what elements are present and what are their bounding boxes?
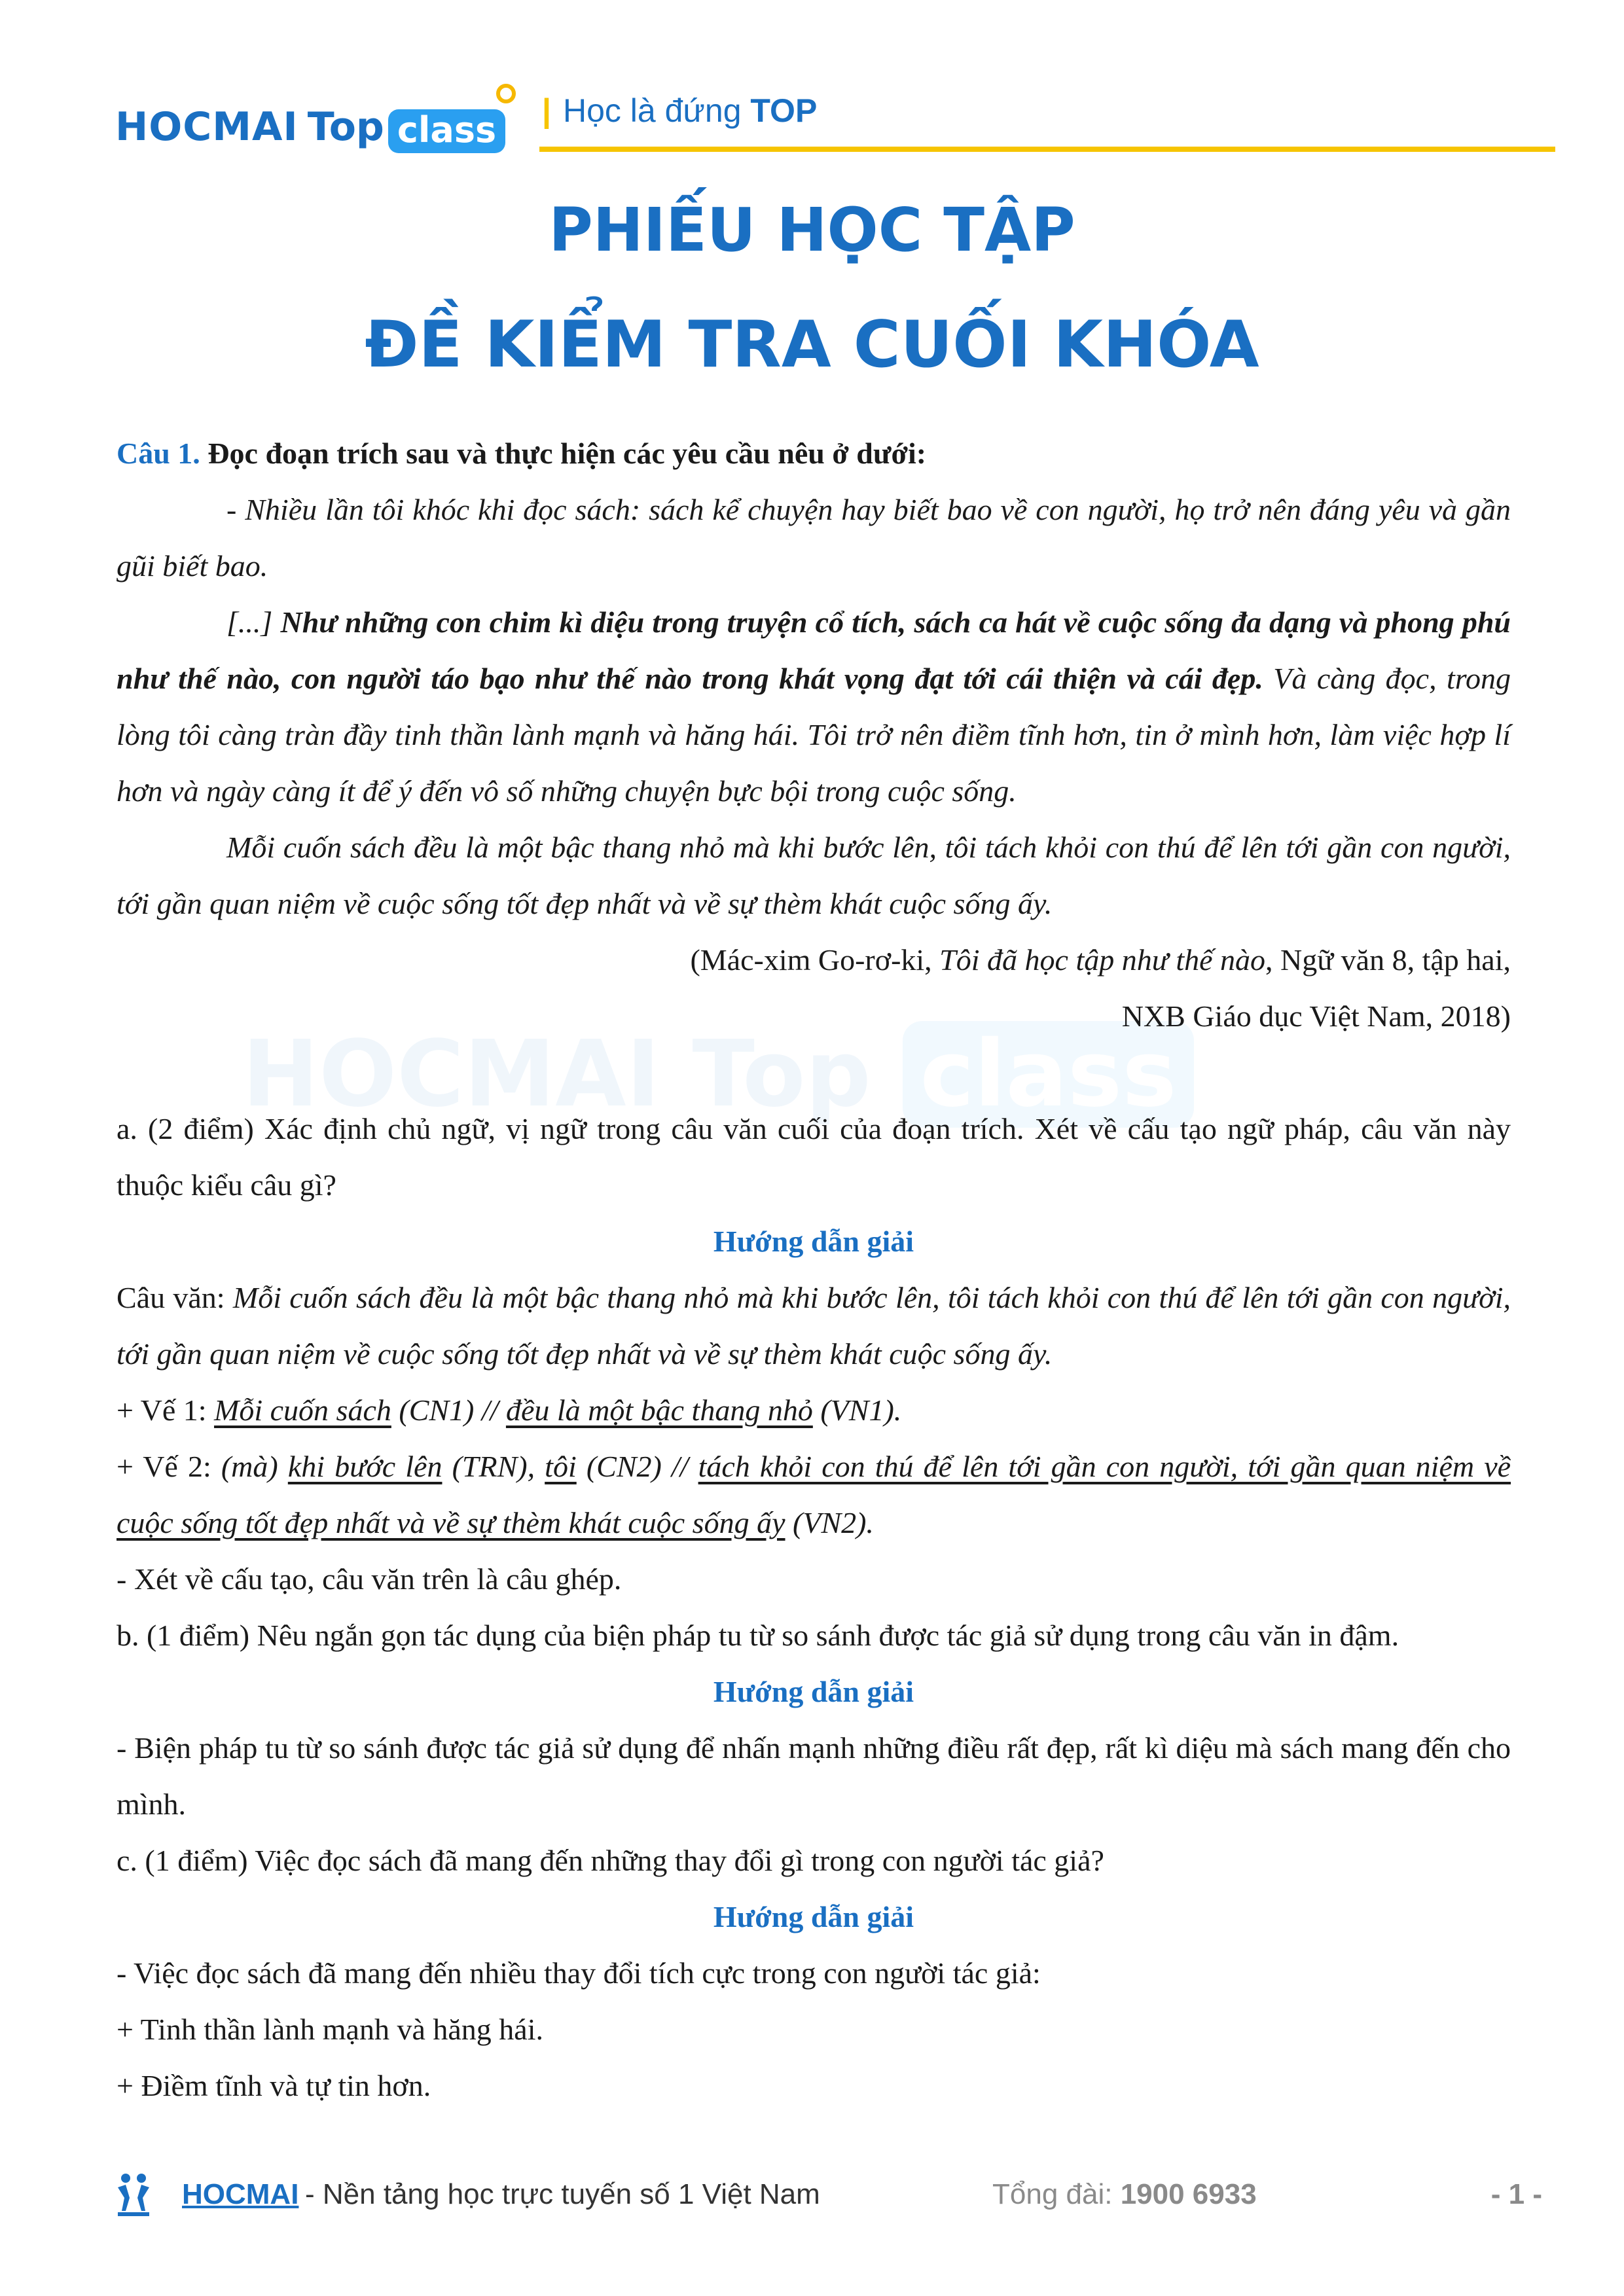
passage-source-line-2: NXB Giáo dục Việt Nam, 2018) (1121, 999, 1511, 1033)
clause-2-predicate: tách khỏi con thú để lên tới gần con người, tới gần quan niệm về cuộc sống tốt đẹp nhất và về sự thèm khát cuộc sống ấy (117, 1450, 1511, 1539)
part-c-guide-heading: Hướng dẫn giải (713, 1900, 914, 1933)
footer-description: - Nền tảng học trực tuyến số 1 Việt Nam (305, 2178, 820, 2210)
source-author: (Mác-xim Go-rơ-ki, (690, 943, 940, 977)
part-a-clause-1 (117, 1382, 1511, 1439)
footer-hotline (992, 2178, 1257, 2211)
clause-2-trn: (TRN), (442, 1450, 545, 1483)
clause-2-adverbial: khi bước lên (287, 1450, 442, 1483)
part-c-question: c. (1 điểm) Việc đọc sách đã mang đến những thay đổi gì trong con người tác giả? (117, 1844, 1104, 1877)
question-1-heading (117, 425, 1511, 482)
clause-2-cn: (CN2) // (576, 1450, 698, 1483)
watermark-class-text: class (903, 1021, 1193, 1128)
logo-top-text: Top (307, 104, 384, 150)
part-b-question: b. (1 điểm) Nêu ngắn gọn tác dụng của biện pháp tu từ so sánh được tác giả sử dụng trong câu văn in đậm. (117, 1619, 1399, 1652)
part-c-answer-2: + Điềm tĩnh và tự tin hơn. (117, 2069, 431, 2102)
passage-continuation: Và càng đọc, trong lòng tôi càng tràn đầy tinh thần lành mạnh và hăng hái. Tôi trở nên điềm tĩnh hơn, tin ở mình hơn, làm việc hợp lí hơn và ngày càng ít để ý đến vô số những chuyện bực bội trong cuộc sống. (117, 662, 1511, 808)
worksheet-title: PHIẾU HỌC TẬP (549, 195, 1075, 265)
hotline-label: Tổng đài: (992, 2178, 1121, 2210)
document-body (117, 425, 1511, 2114)
source-work-title: Tôi đã học tập như thế nào (939, 943, 1266, 977)
hotline-number: 1900 6933 (1120, 2178, 1257, 2210)
hocmai-topclass-logo (115, 94, 505, 160)
header-divider (539, 147, 1555, 152)
part-a-conclusion: - Xét về cấu tạo, câu văn trên là câu ghép. (117, 1562, 622, 1596)
clause-1-vn: (VN1). (812, 1393, 902, 1427)
page-number: - 1 - (1490, 2178, 1542, 2210)
sentence-label: Câu văn: (117, 1281, 233, 1314)
part-b-answer: - Biện pháp tu từ so sánh được tác giả sử dụng để nhấn mạnh những điều rất đẹp, rất kì diệu mà sách mang đến cho mình. (117, 1731, 1511, 1821)
tagline-top: TOP (750, 92, 818, 129)
watermark-main-text: HOCMAI Top (242, 1021, 871, 1128)
page-footer (115, 2172, 1542, 2224)
sentence-text: Mỗi cuốn sách đều là một bậc thang nhỏ mà khi bước lên, tôi tách khỏi con thú để lên tới gần con người, tới gần quan niệm về cuộc sống tốt đẹp nhất và về sự thèm khát cuộc sống ấy. (117, 1281, 1511, 1371)
part-c-answer-1: + Tinh thần lành mạnh và hăng hái. (117, 2013, 543, 2046)
hocmai-footer-logo-icon (115, 2172, 152, 2217)
passage-source-line-1 (117, 932, 1511, 988)
part-c-answer-intro: - Việc đọc sách đã mang đến nhiều thay đổi tích cực trong con người tác giả: (117, 1956, 1041, 1990)
footer-brand-link[interactable]: HOCMAI (182, 2178, 299, 2210)
part-b-guide-heading: Hướng dẫn giải (713, 1675, 914, 1708)
clause-2-connector: (mà) (221, 1450, 288, 1483)
question-label: Câu 1. (117, 437, 200, 470)
question-prompt: Đọc đoạn trích sau và thực hiện các yêu cầu nêu ở dưới: (208, 437, 927, 470)
source-book: , Ngữ văn 8, tập hai, (1265, 943, 1511, 977)
header-tagline (542, 92, 817, 130)
passage-paragraph-2 (117, 594, 1511, 819)
logo-class-badge: class (388, 109, 505, 153)
part-a-clause-2 (117, 1439, 1511, 1551)
logo-hocmai-text: HOCMAI (115, 104, 298, 150)
tagline-divider: | (542, 92, 551, 129)
sun-icon (496, 84, 516, 103)
part-a-sentence (117, 1270, 1511, 1382)
clause-2-label: + Vế 2: (117, 1450, 221, 1483)
passage-paragraph-3: Mỗi cuốn sách đều là một bậc thang nhỏ mà khi bước lên, tôi tách khỏi con thú để lên tới gần con người, tới gần quan niệm về cuộc sống tốt đẹp nhất và về sự thèm khát cuộc sống ấy. (117, 831, 1511, 920)
passage-paragraph-1: - Nhiều lần tôi khóc khi đọc sách: sách kể chuyện hay biết bao về con người, họ trở nên đáng yêu và gần gũi biết bao. (117, 493, 1511, 583)
clause-1-cn: (CN1) // (391, 1393, 506, 1427)
page-header (115, 65, 1555, 157)
tagline-prefix: Học là đứng (563, 92, 742, 129)
part-a-guide-heading: Hướng dẫn giải (713, 1225, 914, 1258)
spacer (117, 1045, 1511, 1101)
passage-bold-sentence: Như những con chim kì diệu trong truyện cổ tích, sách ca hát về cuộc sống đa dạng và phong phú như thế nào, con người táo bạo như thế nào trong khát vọng đạt tới cái thiện và cái đẹp. (117, 605, 1511, 695)
clause-1-subject: Mỗi cuốn sách (214, 1393, 391, 1427)
clause-2-vn: (VN2). (785, 1506, 874, 1539)
exam-title: ĐỀ KIỂM TRA CUỐI KHÓA (365, 308, 1259, 382)
clause-1-predicate: đều là một bậc thang nhỏ (505, 1393, 813, 1427)
clause-2-subject: tôi (545, 1450, 577, 1483)
part-a-question: a. (2 điểm) Xác định chủ ngữ, vị ngữ trong câu văn cuối của đoạn trích. Xét về cấu tạo ngữ pháp, câu văn này thuộc kiểu câu gì? (117, 1112, 1511, 1202)
passage-ellipsis: [...] (226, 605, 273, 639)
clause-1-label: + Vế 1: (117, 1393, 215, 1427)
